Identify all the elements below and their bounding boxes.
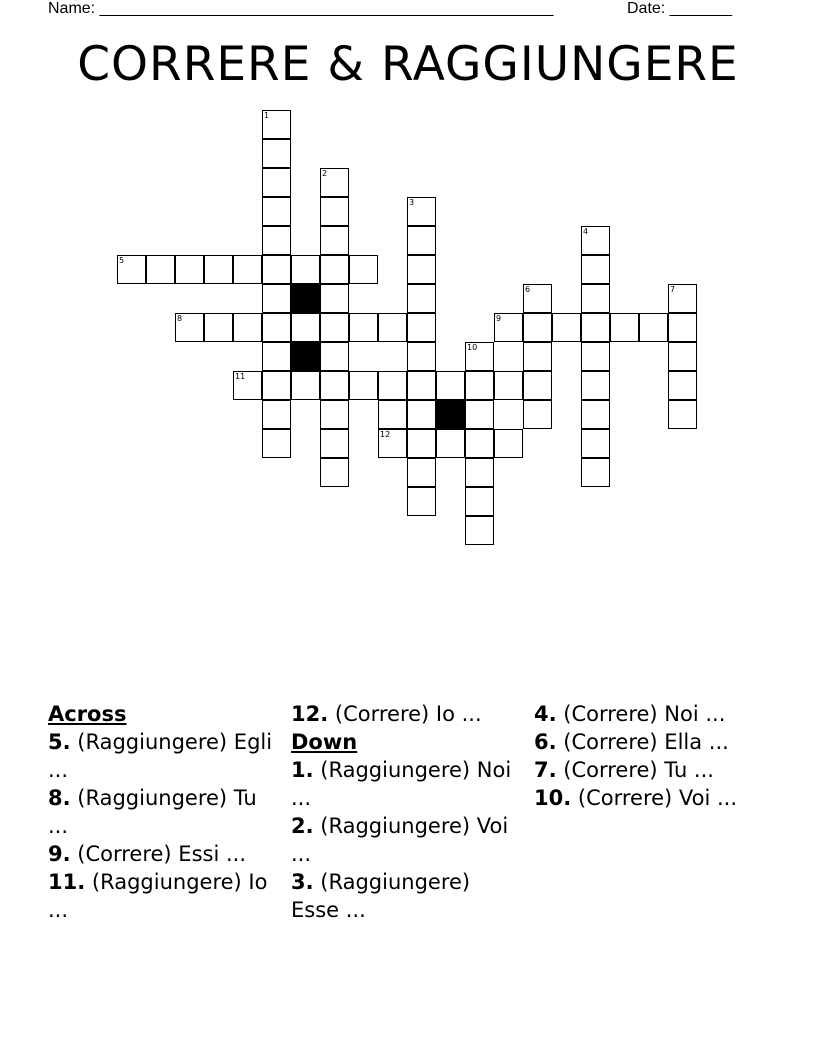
grid-cell[interactable] (262, 342, 291, 371)
grid-cell[interactable] (407, 313, 436, 342)
clue-number: 8. (48, 786, 71, 810)
grid-cell[interactable] (262, 284, 291, 313)
grid-cell[interactable] (407, 197, 436, 226)
clue-item (534, 728, 764, 756)
grid-cell-number: 10 (467, 343, 478, 352)
grid-cell[interactable] (407, 226, 436, 255)
grid-cell[interactable] (349, 313, 378, 342)
page-title: CORRERE & RAGGIUNGERE (77, 37, 739, 92)
clue-text: (Raggiungere) Io ... (48, 870, 268, 922)
clue-text: (Correre) Io ... (334, 702, 482, 726)
grid-cell-number: 11 (235, 372, 246, 381)
grid-cell-number: 5 (119, 256, 125, 265)
grid-cell[interactable] (581, 429, 610, 458)
grid-cell[interactable] (668, 342, 697, 371)
grid-cell[interactable] (378, 429, 407, 458)
grid-cell[interactable] (320, 226, 349, 255)
grid-cell-number: 9 (496, 314, 502, 323)
grid-cell[interactable] (668, 371, 697, 400)
grid-cell[interactable] (204, 255, 233, 284)
clue-number: 10. (534, 786, 572, 810)
grid-cell-number: 8 (177, 314, 183, 323)
clue-number: 3. (291, 870, 314, 894)
grid-cell[interactable] (262, 168, 291, 197)
grid-cell[interactable] (204, 313, 233, 342)
grid-cell[interactable] (262, 400, 291, 429)
grid-cell-number: 6 (525, 285, 531, 294)
grid-cell[interactable] (320, 284, 349, 313)
clue-column-2 (291, 700, 521, 924)
clue-text: (Correre) Essi ... (77, 842, 246, 866)
grid-cell-number: 4 (583, 227, 589, 236)
grid-cell[interactable] (668, 400, 697, 429)
clue-text: (Raggiungere) Tu ... (48, 786, 257, 838)
grid-cell[interactable] (320, 371, 349, 400)
clue-number: 2. (291, 814, 314, 838)
grid-cell[interactable] (349, 371, 378, 400)
grid-cell[interactable] (320, 168, 349, 197)
grid-cell[interactable] (407, 342, 436, 371)
grid-cell[interactable] (262, 429, 291, 458)
clue-item (48, 784, 278, 840)
clue-item (48, 728, 278, 784)
grid-cell-number: 3 (409, 198, 415, 207)
clue-item (48, 840, 278, 868)
grid-cell[interactable] (668, 284, 697, 313)
grid-cell[interactable] (494, 313, 523, 342)
grid-cell[interactable] (465, 487, 494, 516)
grid-cell[interactable] (175, 313, 204, 342)
clue-column-3 (534, 700, 764, 812)
clue-column-1 (48, 700, 278, 924)
clue-number: 12. (291, 702, 329, 726)
grid-cell[interactable] (262, 371, 291, 400)
grid-cell[interactable] (233, 313, 262, 342)
grid-cell-number: 1 (264, 111, 270, 120)
clue-number: 9. (48, 842, 71, 866)
clue-item (534, 784, 764, 812)
grid-cell[interactable] (407, 255, 436, 284)
grid-cell[interactable] (523, 400, 552, 429)
grid-cell-black (291, 342, 320, 371)
clue-item (534, 700, 764, 728)
grid-cell[interactable] (262, 110, 291, 139)
grid-cell[interactable] (262, 139, 291, 168)
clue-item (48, 868, 278, 924)
grid-cell[interactable] (320, 313, 349, 342)
grid-cell[interactable] (465, 371, 494, 400)
grid-cell[interactable] (233, 255, 262, 284)
grid-cell[interactable] (407, 371, 436, 400)
grid-cell-number: 12 (380, 430, 391, 439)
grid-cell[interactable] (146, 255, 175, 284)
grid-cell[interactable] (407, 400, 436, 429)
clue-number: 6. (534, 730, 557, 754)
clue-number: 11. (48, 870, 86, 894)
clue-text: (Correre) Ella ... (563, 730, 729, 754)
clue-item (291, 700, 521, 728)
grid-cell[interactable] (523, 284, 552, 313)
grid-cell[interactable] (436, 371, 465, 400)
clue-number: 4. (534, 702, 557, 726)
grid-cell[interactable] (378, 313, 407, 342)
grid-cell[interactable] (262, 255, 291, 284)
grid-cell[interactable] (494, 429, 523, 458)
grid-cell[interactable] (407, 487, 436, 516)
grid-cell[interactable] (407, 284, 436, 313)
clue-item (291, 756, 521, 812)
grid-cell[interactable] (523, 371, 552, 400)
grid-cell[interactable] (349, 255, 378, 284)
grid-cell[interactable] (465, 429, 494, 458)
grid-cell[interactable] (581, 284, 610, 313)
grid-cell[interactable] (523, 313, 552, 342)
clue-item (291, 868, 521, 924)
clue-heading: Down (291, 730, 358, 754)
date-field-label: Date: _______ (627, 0, 732, 17)
grid-cell[interactable] (407, 458, 436, 487)
grid-cell[interactable] (117, 255, 146, 284)
clue-item (534, 756, 764, 784)
grid-cell[interactable] (581, 371, 610, 400)
clue-number: 5. (48, 730, 71, 754)
grid-cell[interactable] (320, 342, 349, 371)
grid-cell[interactable] (465, 516, 494, 545)
grid-cell[interactable] (320, 429, 349, 458)
grid-cell[interactable] (291, 371, 320, 400)
grid-cell-number: 7 (670, 285, 676, 294)
grid-cell[interactable] (291, 255, 320, 284)
clue-text: (Raggiungere) Voi ... (291, 814, 509, 866)
grid-cell[interactable] (320, 197, 349, 226)
grid-cell[interactable] (465, 400, 494, 429)
grid-cell[interactable] (378, 400, 407, 429)
clue-text: (Raggiungere) Esse ... (291, 870, 471, 922)
grid-cell[interactable] (581, 458, 610, 487)
grid-cell[interactable] (407, 429, 436, 458)
clue-number: 1. (291, 758, 314, 782)
grid-cell[interactable] (581, 226, 610, 255)
grid-cell[interactable] (523, 342, 552, 371)
clue-text: (Correre) Voi ... (577, 786, 738, 810)
grid-cell[interactable] (262, 226, 291, 255)
grid-cell[interactable] (262, 313, 291, 342)
grid-cell[interactable] (581, 400, 610, 429)
grid-cell-black (436, 400, 465, 429)
grid-cell-number: 2 (322, 169, 328, 178)
grid-cell[interactable] (320, 400, 349, 429)
grid-cell[interactable] (262, 197, 291, 226)
grid-cell[interactable] (668, 313, 697, 342)
name-field-label: Name: ___________________________________________________ (48, 0, 554, 17)
grid-cell[interactable] (465, 458, 494, 487)
grid-cell[interactable] (175, 255, 204, 284)
grid-cell[interactable] (291, 313, 320, 342)
grid-cell[interactable] (552, 313, 581, 342)
grid-cell[interactable] (465, 342, 494, 371)
grid-cell[interactable] (436, 429, 465, 458)
clue-text: (Raggiungere) Egli ... (48, 730, 273, 782)
grid-cell[interactable] (581, 313, 610, 342)
clue-heading: Across (48, 702, 127, 726)
grid-cell-black (291, 284, 320, 313)
grid-cell[interactable] (639, 313, 668, 342)
grid-cell[interactable] (320, 458, 349, 487)
grid-cell[interactable] (494, 371, 523, 400)
grid-cell[interactable] (610, 313, 639, 342)
grid-cell[interactable] (233, 371, 262, 400)
clue-item (291, 812, 521, 868)
grid-cell[interactable] (581, 255, 610, 284)
clue-text: (Correre) Tu ... (563, 758, 714, 782)
grid-cell[interactable] (581, 342, 610, 371)
grid-cell[interactable] (320, 255, 349, 284)
clue-number: 7. (534, 758, 557, 782)
clue-text: (Raggiungere) Noi ... (291, 758, 512, 810)
clue-text: (Correre) Noi ... (563, 702, 726, 726)
grid-cell[interactable] (378, 371, 407, 400)
